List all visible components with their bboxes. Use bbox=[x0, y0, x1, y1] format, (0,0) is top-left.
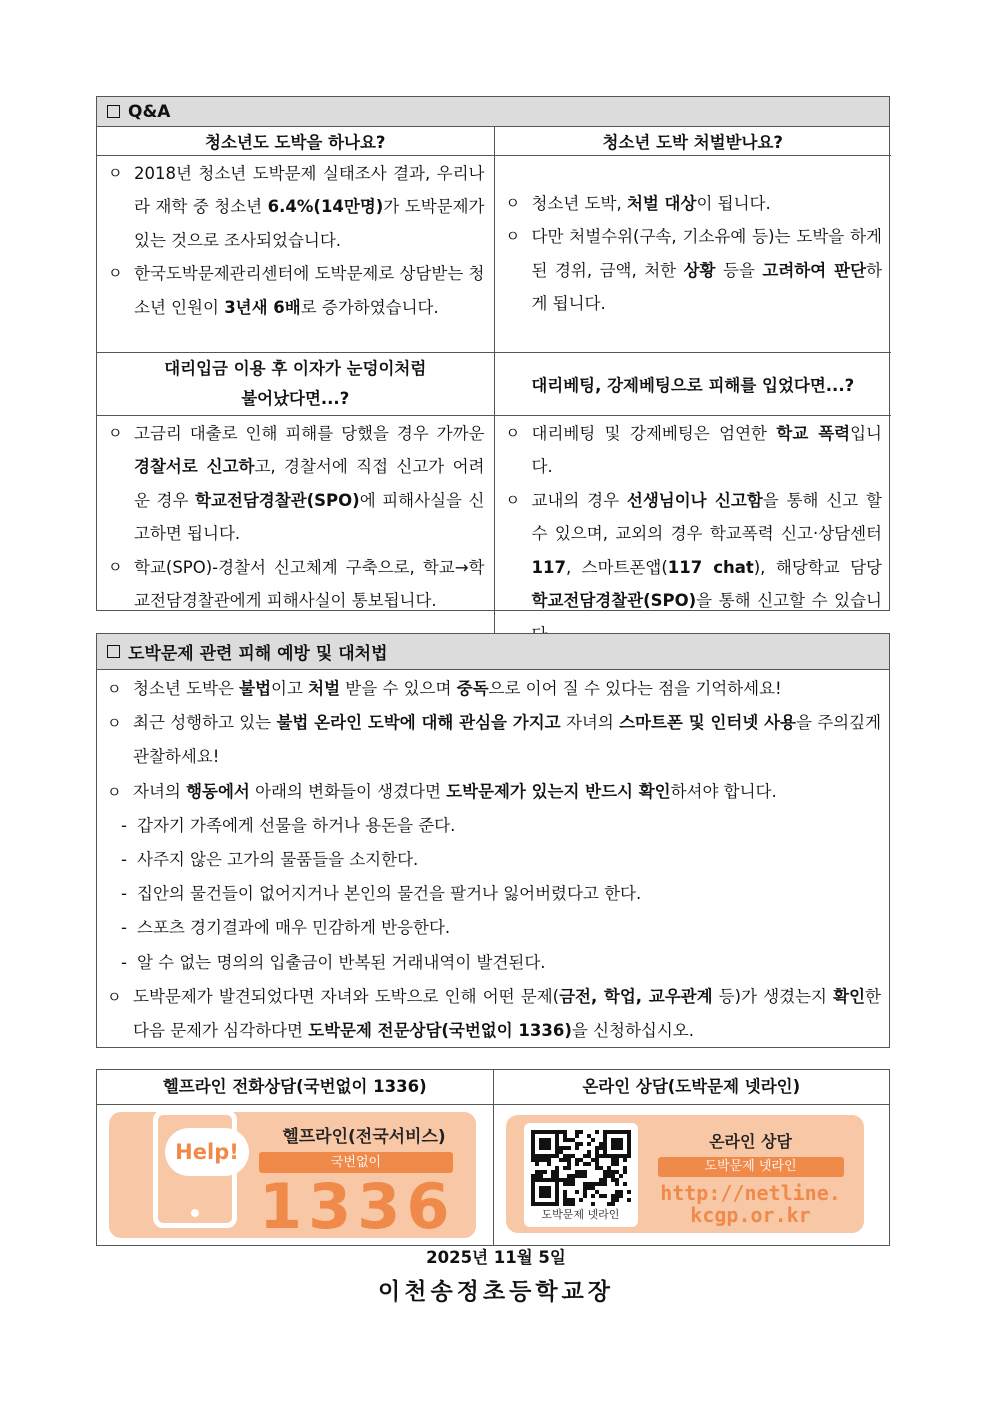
phone-counseling-header: 헬프라인 전화상담(국번없이 1336) bbox=[97, 1070, 494, 1104]
sub-list-item bbox=[107, 877, 881, 911]
online-pill: 도박문제 넷라인 bbox=[658, 1157, 844, 1177]
answer-text-text: 한국도박문제관리센터에 도박문제로 상담받는 청소년 인원이 bbox=[134, 264, 485, 317]
answer-text-text: 청소년 도박, bbox=[531, 193, 627, 213]
answer-text-emphasis: 117 bbox=[531, 557, 566, 577]
prevention-text-text: 최근 성행하고 있는 bbox=[133, 713, 277, 733]
online-banner bbox=[506, 1115, 864, 1233]
bullet-marker: ㅇ bbox=[107, 680, 122, 698]
answer-text-emphasis: 선생님이나 신고함 bbox=[626, 490, 763, 510]
helpline-title: 헬프라인(전국서비스) bbox=[282, 1127, 446, 1147]
prevention-text-text: 하셔야 합니다. bbox=[670, 781, 777, 801]
list-item bbox=[107, 980, 881, 1048]
online-banner-cell bbox=[494, 1105, 890, 1245]
prevention-text bbox=[137, 809, 455, 843]
prevention-text-emphasis: 금전, 학업, 교우관계 bbox=[559, 986, 713, 1006]
prevention-text-emphasis: 불법 온라인 도박에 대해 관심을 가지고 bbox=[276, 713, 561, 733]
list-item bbox=[506, 417, 883, 484]
answer-text bbox=[134, 257, 485, 324]
list-item bbox=[108, 157, 485, 258]
prevention-text-text: 스포츠 경기결과에 매우 민감하게 반응한다. bbox=[137, 918, 451, 938]
sub-list-item bbox=[107, 911, 881, 945]
list-item bbox=[506, 220, 883, 321]
prevention-text-emphasis: 스마트폰 및 인터넷 사용 bbox=[619, 713, 796, 733]
prevention-text-text: 등)가 생겼는지 bbox=[712, 986, 834, 1006]
sub-list-item bbox=[107, 843, 881, 877]
online-url-line2[interactable]: kcgp.or.kr bbox=[690, 1203, 811, 1227]
prevention-text bbox=[137, 877, 641, 911]
answer-text-text: 로 증가하였습니다. bbox=[300, 297, 439, 317]
bullet-marker: ㅇ bbox=[107, 714, 122, 733]
prevention-text bbox=[137, 911, 450, 945]
prevention-text-text: 받을 수 있으며 bbox=[340, 679, 457, 698]
helpline-number: 1336 bbox=[259, 1170, 456, 1243]
question-3 bbox=[97, 352, 494, 415]
answer-text-emphasis: 처벌 대상 bbox=[626, 193, 697, 213]
sub-list-item bbox=[107, 809, 881, 843]
answer-text-text: 을 통해 신고 할 수 있으며, 교외의 경우 학교폭력 신고·상담센터 bbox=[531, 490, 883, 543]
answer-text-emphasis: 6.4%(14만명) bbox=[267, 197, 384, 216]
list-item bbox=[107, 672, 881, 706]
question-3-line1: 대리입금 이용 후 이자가 눈덩이처럼 bbox=[164, 358, 427, 378]
prevention-section bbox=[96, 633, 890, 1048]
prevention-section-title: 도박문제 관련 피해 예방 및 대처법 bbox=[128, 644, 388, 664]
bullet-marker: ㅇ bbox=[108, 423, 123, 442]
helpline-header-row bbox=[97, 1070, 889, 1105]
answer-text-text: 등을 bbox=[715, 260, 763, 280]
question-3-line2: 불어났다면...? bbox=[241, 388, 350, 408]
prevention-text-emphasis: 중독 bbox=[456, 679, 489, 698]
prevention-text-text: 이고 bbox=[271, 679, 309, 698]
answer-text bbox=[134, 551, 485, 618]
answer-text-text: 하게 됩니다. bbox=[531, 260, 883, 313]
bullet-marker: ㅇ bbox=[505, 490, 520, 509]
answer-3 bbox=[97, 415, 494, 652]
bullet-marker: ㅇ bbox=[505, 193, 520, 212]
bullet-marker: - bbox=[121, 884, 127, 904]
prevention-section-header bbox=[97, 634, 889, 670]
prevention-list bbox=[97, 670, 889, 1048]
answer-text-emphasis: 117 chat bbox=[667, 557, 754, 577]
prevention-text bbox=[137, 843, 418, 877]
answer-text-emphasis: 학교전담경찰관(SPO) bbox=[531, 591, 697, 610]
bullet-marker: - bbox=[121, 815, 127, 835]
list-item bbox=[506, 484, 883, 652]
checkbox-square-icon bbox=[107, 105, 120, 118]
prevention-text-text: 사주지 않은 고가의 물품들을 소지한다. bbox=[137, 850, 419, 870]
answer-text bbox=[532, 220, 883, 321]
helpline-pill: 국번없이 bbox=[259, 1152, 453, 1173]
qa-section bbox=[96, 96, 890, 611]
answer-text-text: 다만 처벌수위(구속, 기소유예 등)는 도박을 하게 된 경위, 금액, 처한 bbox=[531, 227, 882, 280]
answer-text-text: 2018년 청소년 도박문제 실태조사 결과, 우리나라 재학 중 청소년 bbox=[134, 163, 485, 216]
prevention-text-text: 을 주의깊게 관찰하세요! bbox=[133, 713, 882, 767]
answer-text-text: 대리베팅 및 강제베팅은 엄연한 bbox=[531, 423, 777, 443]
prevention-text-emphasis: 불법 bbox=[239, 679, 272, 698]
answer-text-text: 고, 경찰서에 직접 신고가 어려운 경우 bbox=[134, 457, 485, 510]
answer-text-emphasis: 고려하여 판단 bbox=[762, 260, 867, 280]
bullet-marker: ㅇ bbox=[505, 423, 520, 442]
list-item bbox=[107, 706, 881, 774]
bullet-marker: - bbox=[121, 918, 127, 938]
helpline-banner bbox=[109, 1112, 476, 1243]
answer-text-text: 이 됩니다. bbox=[696, 193, 771, 213]
answer-text-text: 입니다. bbox=[531, 423, 882, 476]
question-4: 대리베팅, 강제베팅으로 피해를 입었다면...? bbox=[494, 352, 891, 415]
prevention-text-emphasis: 행동에서 bbox=[186, 781, 250, 801]
prevention-text bbox=[133, 706, 881, 774]
list-item bbox=[108, 551, 485, 618]
answer-text bbox=[532, 484, 883, 652]
bullet-marker: ㅇ bbox=[108, 557, 123, 576]
answer-text-text: 을 통해 신고할 수 있습니 bbox=[696, 591, 882, 610]
qa-table bbox=[97, 127, 891, 652]
prevention-text-text: 으로 이어 질 수 있다는 점을 기억하세요! bbox=[488, 679, 782, 698]
prevention-text-text: 아래의 변화들이 생겼다면 bbox=[249, 781, 447, 801]
prevention-text-emphasis: 처벌 bbox=[308, 679, 341, 698]
qa-section-title: Q&A bbox=[128, 101, 171, 122]
answer-text-text: 고금리 대출로 인해 피해를 당했을 경우 가까운 bbox=[134, 423, 485, 443]
list-item bbox=[108, 257, 485, 324]
list-item bbox=[108, 417, 485, 551]
principal-signature: 이천송정초등학교장 bbox=[378, 1279, 614, 1305]
answer-text-emphasis: 경찰서로 신고하 bbox=[134, 457, 255, 476]
answer-text-emphasis: 학교 폭력 bbox=[776, 423, 851, 443]
answer-text bbox=[532, 417, 883, 484]
answer-text-text: , 스마트폰앱( bbox=[565, 557, 668, 577]
prevention-text bbox=[133, 775, 881, 809]
qr-code-box bbox=[524, 1123, 638, 1227]
bullet-marker: ㅇ bbox=[108, 264, 123, 282]
helpline-table bbox=[96, 1069, 890, 1246]
prevention-text-text: 자녀의 bbox=[133, 781, 187, 801]
prevention-text-text: 한 다음 문제가 심각하다면 bbox=[133, 986, 881, 1041]
prevention-text-text: 집안의 물건들이 없어지거나 본인의 물건을 팔거나 잃어버렸다고 한다. bbox=[137, 884, 642, 904]
prevention-text bbox=[133, 980, 881, 1048]
answer-2 bbox=[494, 155, 891, 352]
answer-text-text: 에 피해사실을 신고하면 됩니다. bbox=[134, 490, 485, 543]
bullet-marker: ㅇ bbox=[108, 163, 123, 182]
prevention-text bbox=[137, 946, 546, 980]
prevention-text-emphasis: 도박문제가 있는지 반드시 확인 bbox=[446, 781, 671, 801]
qr-code-icon bbox=[531, 1130, 631, 1206]
prevention-text bbox=[133, 672, 881, 706]
prevention-text-text: 청소년 도박은 bbox=[133, 679, 240, 698]
answer-text-emphasis: 상황 bbox=[683, 260, 716, 280]
question-1: 청소년도 도박을 하나요? bbox=[97, 127, 494, 155]
online-url-line1[interactable]: http://netline. bbox=[660, 1181, 841, 1205]
answer-text-text: ), 해당학교 담당 bbox=[753, 557, 882, 577]
answer-text bbox=[134, 157, 485, 258]
qa-section-header bbox=[97, 97, 889, 127]
help-badge-text: Help! bbox=[175, 1140, 239, 1164]
qr-caption: 도박문제 넷라인 bbox=[541, 1208, 620, 1221]
bullet-marker: ㅇ bbox=[107, 987, 122, 1006]
bullet-marker: - bbox=[121, 952, 127, 972]
prevention-text-text: 갑자기 가족에게 선물을 하거나 용돈을 준다. bbox=[137, 815, 456, 835]
bullet-marker: - bbox=[121, 850, 127, 870]
list-item bbox=[506, 187, 883, 221]
helpline-body-row bbox=[97, 1105, 889, 1245]
answer-text-emphasis: 3년새 6배 bbox=[224, 297, 301, 317]
answer-text-text: 학교(SPO)-경찰서 신고체계 구축으로, 학교→학교전담경찰관에게 피해사실이 통보됩니다. bbox=[134, 557, 485, 610]
bullet-marker: ㅇ bbox=[505, 227, 520, 245]
document-date: 2025년 11월 5일 bbox=[426, 1248, 566, 1267]
online-counseling-header: 온라인 상담(도박문제 넷라인) bbox=[582, 1077, 801, 1096]
answer-1 bbox=[97, 155, 494, 352]
answer-text-text: 가 도박문제가 있는 것으로 조사되었습니다. bbox=[134, 197, 485, 250]
answer-4 bbox=[494, 415, 891, 652]
answer-text-emphasis: 학교전담경찰관(SPO) bbox=[195, 490, 360, 510]
prevention-text-emphasis: 도박문제 전문상담(국번없이 1336) bbox=[308, 1021, 572, 1041]
answer-text bbox=[134, 417, 485, 551]
prevention-text-text: 자녀의 bbox=[560, 713, 620, 733]
checkbox-square-icon bbox=[107, 645, 120, 658]
question-2: 청소년 도박 처벌받나요? bbox=[494, 127, 891, 155]
prevention-text-text: 도박문제가 발견되었다면 자녀와 도박으로 인해 어떤 문제( bbox=[133, 986, 560, 1006]
sub-list-item bbox=[107, 946, 881, 980]
list-item bbox=[107, 775, 881, 809]
phone-banner-cell bbox=[97, 1105, 494, 1245]
answer-text-text: 교내의 경우 bbox=[531, 490, 627, 510]
help-speech-bubble bbox=[165, 1128, 249, 1176]
bullet-marker: ㅇ bbox=[107, 782, 122, 801]
prevention-text-emphasis: 확인 bbox=[833, 986, 866, 1006]
prevention-text-text: 을 신청하십시오. bbox=[571, 1021, 694, 1041]
online-title: 온라인 상담 bbox=[709, 1132, 792, 1151]
prevention-text-text: 알 수 없는 명의의 입출금이 반복된 거래내역이 발견된다. bbox=[137, 952, 546, 972]
answer-text bbox=[532, 187, 883, 221]
